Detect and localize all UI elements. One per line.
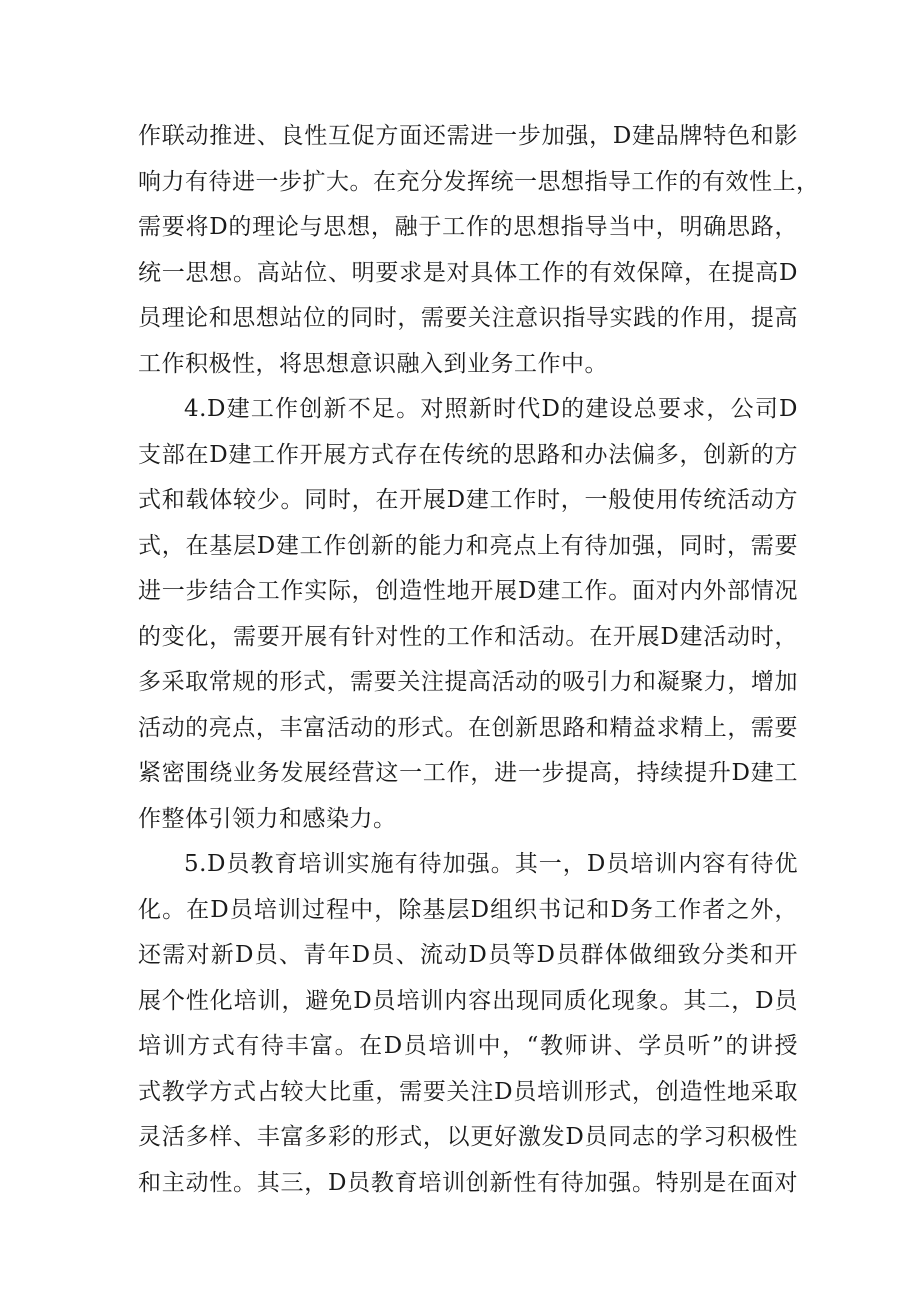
text-line: 4.D建工作创新不足。对照新时代D的建设总要求，公司D xyxy=(184,396,798,422)
text-line: 和主动性。其三，D员教育培训创新性有待加强。特别是在面对 xyxy=(138,1169,798,1196)
text-line: 作联动推进、良性互促方面还需进一步加强，D建品牌特色和影 xyxy=(138,123,798,149)
text-line: 式教学方式占较大比重，需要关注D员培训形式，创造性地采取 xyxy=(138,1078,798,1105)
text-line: 进一步结合工作实际，创造性地开展D建工作。面对内外部情况 xyxy=(138,578,798,604)
document-body xyxy=(138,114,820,1206)
text-line: 工作积极性，将思想意识融入到业务工作中。 xyxy=(138,350,608,377)
text-line: 展个性化培训，避免D员培训内容出现同质化现象。其二，D员 xyxy=(138,987,798,1014)
text-line: 灵活多样、丰富多彩的形式，以更好激发D员同志的学习积极性 xyxy=(138,1124,798,1150)
text-line: 活动的亮点，丰富活动的形式。在创新思路和精益求精上，需要 xyxy=(138,714,798,741)
text-line: 式和载体较少。同时，在开展D建工作时，一般使用传统活动方 xyxy=(138,487,798,513)
text-line: 支部在D建工作开展方式存在传统的思路和办法偏多，创新的方 xyxy=(138,441,798,468)
text-line: 的变化，需要开展有针对性的工作和活动。在开展D建活动时， xyxy=(138,623,798,650)
text-line: 紧密围绕业务发展经营这一工作，进一步提高，持续提升D建工 xyxy=(138,760,798,786)
text-line: 作整体引领力和感染力。 xyxy=(138,805,397,832)
text-line: 式，在基层D建工作创新的能力和亮点上有待加强，同时，需要 xyxy=(138,532,798,559)
text-line: 员理论和思想站位的同时，需要关注意识指导实践的作用，提高 xyxy=(138,305,798,331)
text-line: 响力有待进一步扩大。在充分发挥统一思想指导工作的有效性上， xyxy=(138,168,820,195)
text-line: 统一思想。高站位、明要求是对具体工作的有效保障，在提高D xyxy=(138,259,798,286)
text-line: 化。在D员培训过程中，除基层D组织书记和D务工作者之外， xyxy=(138,896,798,923)
text-line: 多采取常规的形式，需要关注提高活动的吸引力和凝聚力，增加 xyxy=(138,669,798,695)
text-line: 需要将D的理论与思想，融于工作的思想指导当中，明确思路， xyxy=(138,214,798,240)
text-line: 培训方式有待丰富。在D员培训中，“教师讲、学员听”的讲授 xyxy=(138,1033,798,1059)
text-line: 5.D员教育培训实施有待加强。其一，D员培训内容有待优 xyxy=(184,851,798,877)
text-line: 还需对新D员、青年D员、流动D员等D员群体做细致分类和开 xyxy=(138,942,798,968)
